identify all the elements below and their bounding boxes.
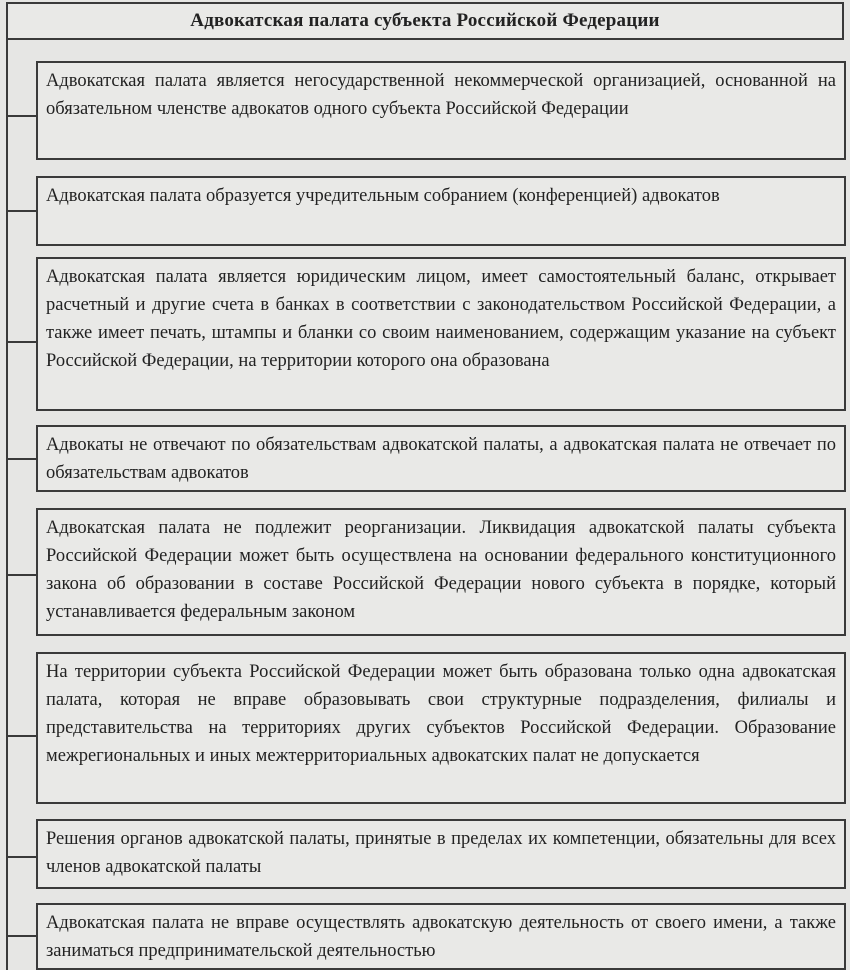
connector-spine [6, 40, 8, 970]
statement-box-4 [36, 425, 846, 492]
statement-box-8 [36, 903, 846, 970]
statement-box-5 [36, 508, 846, 636]
connector-line-2 [6, 210, 36, 212]
statement-box-3 [36, 257, 846, 411]
diagram-title-text: Адвокатская палата субъекта Российской Федерации [190, 10, 660, 31]
statement-text-5: Адвокатская палата не подлежит реорганизации. Ликвидация адвокатской палаты субъекта Российской Федерации может быть осуществлена на основании федерального конституционного закона об образовании в составе Российской Федерации нового субъекта в порядке, который устанавливается федеральным законом [46, 518, 836, 622]
statement-box-6 [36, 652, 846, 804]
statement-text-8: Адвокатская палата не вправе осуществлять адвокатскую деятельность от своего имени, а также заниматься предпринимательской деятельностью [46, 913, 836, 961]
connector-line-7 [6, 856, 36, 858]
connector-line-5 [6, 574, 36, 576]
statement-text-6: На территории субъекта Российской Федерации может быть образована только одна адвокатская палата, которая не вправе образовывать свои структурные подразделения, филиалы и представительства на территориях других субъектов Российской Федерации. Образование межрегиональных и иных межтерриториальных адвокатских палат не допускается [46, 662, 836, 766]
statement-box-1 [36, 61, 846, 160]
statement-box-2 [36, 176, 846, 246]
statement-text-1: Адвокатская палата является негосударственной некоммерческой организацией, основанной на обязательном членстве адвокатов одного субъекта Российской Федерации [46, 71, 836, 119]
statement-text-7: Решения органов адвокатской палаты, принятые в пределах их компетенции, обязательны для всех членов адвокатской палаты [46, 829, 836, 877]
statement-text-2: Адвокатская палата образуется учредительным собранием (конференцией) адвокатов [46, 186, 720, 206]
connector-line-8 [6, 935, 36, 937]
connector-line-3 [6, 341, 36, 343]
connector-line-1 [6, 115, 36, 117]
connector-line-6 [6, 735, 36, 737]
statement-text-3: Адвокатская палата является юридическим лицом, имеет самостоятельный баланс, открывает расчетный и другие счета в банках в соответствии с законодательством Российской Федерации, а также имеет печать, штампы и бланки со своим наименованием, содержащим указание на субъект Российской Федерации, на территории которого она образована [46, 267, 836, 371]
statement-text-4: Адвокаты не отвечают по обязательствам адвокатской палаты, а адвокатская палата не отвечает по обязательствам адвокатов [46, 435, 836, 483]
connector-line-4 [6, 458, 36, 460]
diagram-title [6, 2, 844, 40]
statement-box-7 [36, 819, 846, 889]
